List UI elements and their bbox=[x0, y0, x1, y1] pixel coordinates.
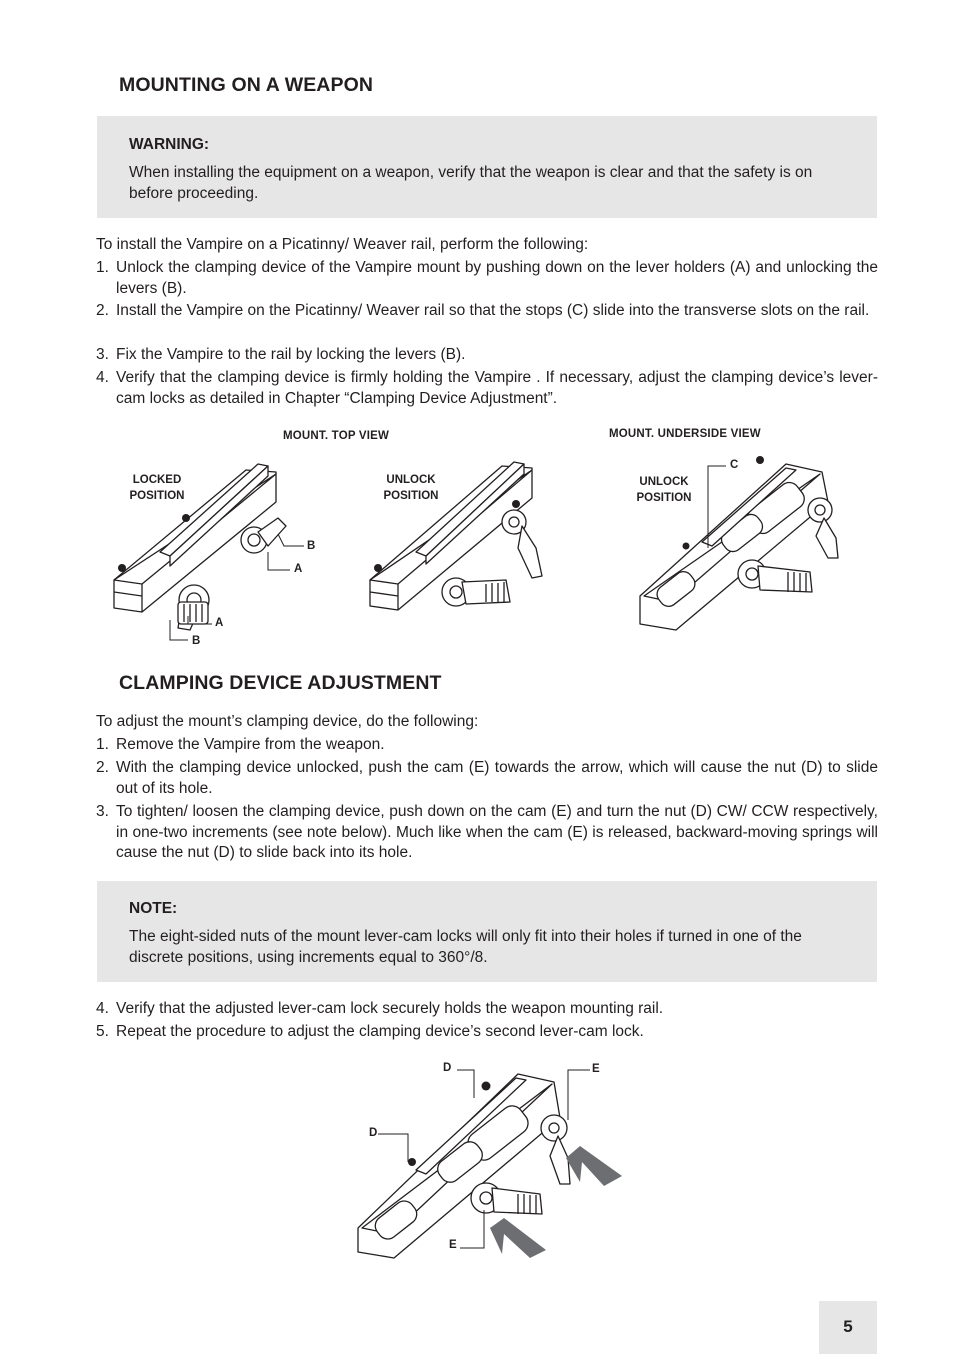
label-e: E bbox=[449, 1239, 457, 1251]
mount-unlocked-illustration bbox=[366, 452, 546, 622]
clamping-step: 4. Verify that the adjusted lever-cam lock securely holds the weapon mounting rail. bbox=[96, 1000, 664, 1017]
unlock-position-label: UNLOCK POSITION bbox=[636, 476, 692, 504]
mounting-step: 3. Fix the Vampire to the rail by locking the levers (B). bbox=[96, 346, 466, 363]
mount-locked-illustration bbox=[108, 452, 288, 642]
mounting-step: 2. Install the Vampire on the Picatinny/ Weaver rail so that the stops (C) slide into the transverse slots on the rail. bbox=[96, 302, 870, 319]
label-a: A bbox=[294, 563, 303, 575]
mounting-step: 1. Unlock the clamping device of the Vampire mount by pushing down on the lever holders (A) and unlocking the levers (B). bbox=[96, 259, 878, 297]
note-text: The eight-sided nuts of the mount lever-cam locks will only fit into their holes if turned in one of the discrete positions, using increments equal to 360°/8. bbox=[129, 928, 802, 966]
label-a: A bbox=[215, 617, 224, 629]
underside-view-caption: MOUNT. UNDERSIDE VIEW bbox=[609, 428, 761, 440]
clamping-step: 3. To tighten/ loosen the clamping device, push down on the cam (E) and turn the nut (D) CW/ CCW respectively, in one-two increments (see note below). Much like when the cam (E) is released, backward-moving springs will cause the nut (D) to slide back into its hole. bbox=[96, 803, 878, 861]
warning-box bbox=[97, 116, 877, 218]
clamping-step: 2. With the clamping device unlocked, push the cam (E) towards the arrow, which will cause the nut (D) to slide out of its hole. bbox=[96, 759, 878, 797]
label-d: D bbox=[369, 1127, 378, 1139]
label-c: C bbox=[730, 459, 739, 471]
top-view-caption: MOUNT. TOP VIEW bbox=[283, 430, 390, 442]
clamping-step: 1. Remove the Vampire from the weapon. bbox=[96, 736, 385, 753]
label-e: E bbox=[592, 1063, 600, 1075]
label-b: B bbox=[307, 540, 316, 552]
warning-title: WARNING: bbox=[129, 136, 210, 153]
label-d: D bbox=[443, 1062, 452, 1074]
mounting-intro: To install the Vampire on a Picatinny/ Weaver rail, perform the following: bbox=[96, 236, 589, 253]
locked-position-label: LOCKED POSITION bbox=[129, 474, 185, 502]
label-b: B bbox=[192, 635, 201, 647]
page-number: 5 bbox=[819, 1301, 877, 1354]
mounting-section-title: MOUNTING ON A WEAPON bbox=[119, 74, 374, 96]
clamp-adjustment-illustration bbox=[354, 1058, 634, 1263]
mount-underside-illustration bbox=[636, 446, 846, 636]
clamping-section-title: CLAMPING DEVICE ADJUSTMENT bbox=[119, 672, 442, 694]
unlock-position-label: UNLOCK POSITION bbox=[383, 474, 439, 502]
clamping-step: 5. Repeat the procedure to adjust the clamping device’s second lever-cam lock. bbox=[96, 1023, 644, 1040]
note-box bbox=[97, 881, 877, 982]
warning-text: When installing the equipment on a weapon, verify that the weapon is clear and that the safety is on before proceeding. bbox=[129, 164, 813, 202]
note-title: NOTE: bbox=[129, 900, 178, 917]
clamping-intro: To adjust the mount’s clamping device, do the following: bbox=[96, 713, 479, 730]
mounting-step: 4. Verify that the clamping device is firmly holding the Vampire . If necessary, adjust the clamping device’s lever-cam locks as detailed in Chapter “Clamping Device Adjustment”. bbox=[96, 369, 878, 407]
